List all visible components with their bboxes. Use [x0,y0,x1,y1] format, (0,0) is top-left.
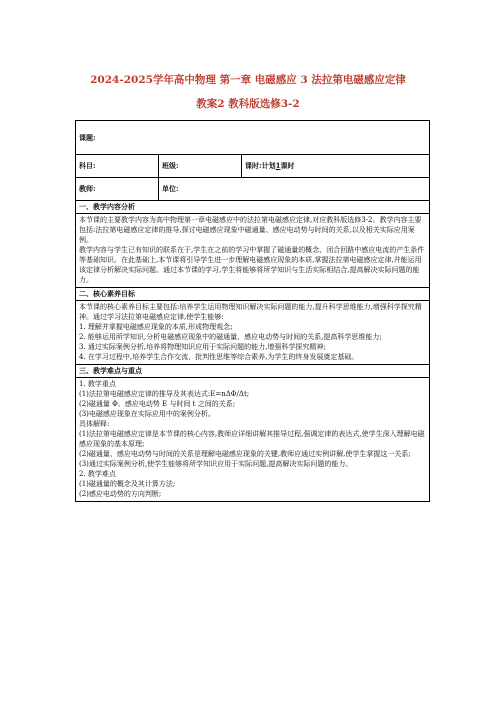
teacher-label: 教师: [76,178,159,201]
paragraph: (2)磁通量 Φ、感应电动势 E 与时间 t 之间的关系; [79,400,236,408]
section-body-row [76,214,430,288]
paragraph: (1)磁通量的概念及其计算方法; [79,480,176,488]
section-body [76,214,430,288]
teacher-row [76,178,430,201]
section-body-row [76,378,430,502]
section-heading: 三、教学难点与重点 [76,365,430,378]
paragraph: 本节课的主要教学内容为高中物理第一章电磁感应中的法拉第电磁感应定律,对应教科版选修3-2。教学内容主要包括:法拉第电磁感应定律的推导,探讨电磁感应现象中磁通量、感应电动势与时间的关系,以及相关实际应用案例。 [79,216,422,244]
section-heading-row [76,288,430,301]
class-hours-value: 1 [275,161,281,170]
paragraph: 4. 在学习过程中,培养学生合作交流、批判性思维等综合素养,为学生的终身发展奠定基础。 [79,353,359,361]
grade-label: 班级: [159,155,242,178]
subject-label: 科目: [76,155,159,178]
class-hours-label: 课时:计划 [245,161,276,170]
subject-row [76,155,430,178]
paragraph: (3)电磁感应现象在实际应用中的案例分析。 [79,410,215,418]
paragraph: 2. 教学难点 [79,470,116,478]
section-body-row [76,301,430,365]
lesson-plan-table [75,120,430,502]
section-body [76,378,430,502]
unit-label: 单位: [159,178,430,201]
paragraph: 具体解释: [79,420,110,428]
paragraph: 1. 教学重点 [79,380,116,388]
topic-label: 课题: [76,121,430,155]
class-hours-unit: 课时 [280,161,295,170]
section-heading-row [76,365,430,378]
document-title-line-1: 2024-2025学年高中物理 第一章 电磁感应 3 法拉第电磁感应定律 [90,74,406,86]
topic-row [76,121,430,155]
section-heading: 二、核心素养目标 [76,288,430,301]
paragraph: (3)通过实际案例分析,使学生能够将所学知识应用于实际问题,提高解决实际问题的能力。 [79,460,353,468]
paragraph: (1)法拉第电磁感应定律的推导及其表达式:E=nΔΦ/Δt; [79,390,250,398]
paragraph: (1)法拉第电磁感应定律是本节课的核心内容,教师应详细讲解其推导过程,强调定律的表达式,使学生深入理解电磁感应现象的基本原理; [79,430,425,448]
section-heading: 一、教学内容分析 [76,201,430,214]
paragraph: (2)磁通量、感应电动势与时间的关系是理解电磁感应现象的关键,教师应通过实例讲解,使学生掌握这一关系; [79,450,411,458]
paragraph: (2)感应电动势的方向判断; [79,490,162,498]
paragraph: 教学内容与学生已有知识的联系在于,学生在之前的学习中掌握了磁通量的概念、闭合回路中感应电流的产生条件等基础知识。在此基础上,本节课将引导学生进一步理解电磁感应现象的本质,掌握法拉第电磁感应定律,并能运用该定律分析解决实际问题。通过本节课的学习,学生将能够将所学知识与生活实际相结合,提高解决实际问题的能力。 [79,246,425,284]
class-hours-cell [242,155,430,178]
paragraph: 3. 通过实际案例分析,培养将物理知识应用于实际问题的能力,增强科学探究精神; [79,343,326,351]
paragraph: 2. 能够运用所学知识,分析电磁感应现象中的磁通量、感应电动势与时间的关系,提高科学思维能力; [79,333,382,341]
paragraph: 1. 理解并掌握电磁感应现象的本质,形成物理观念; [79,323,233,331]
document-title-line-2: 教案2 教科版选修3-2 [196,98,300,110]
paragraph: 本节课的核心素养目标主要包括:培养学生运用物理知识解决实际问题的能力,提升科学思维能力,增强科学探究精神。通过学习法拉第电磁感应定律,使学生能够: [79,303,422,321]
section-heading-row [76,201,430,214]
section-body [76,301,430,365]
